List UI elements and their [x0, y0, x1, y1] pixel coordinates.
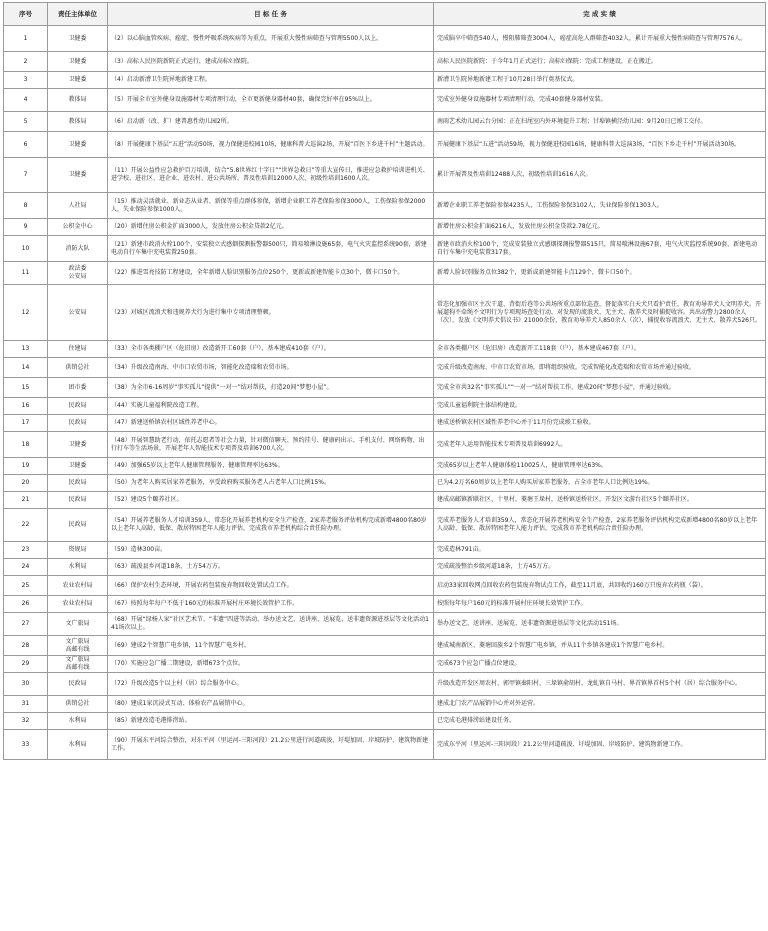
table-row — [4, 415, 766, 432]
responsible-unit: 公安局 — [48, 285, 108, 341]
target-task: （72）升级改造5个以上村（居）综合服务中心。 — [108, 673, 434, 696]
target-task: （70）实施应急广播二期建设，新增673个点位。 — [108, 656, 434, 673]
responsible-unit: 卫健委 — [48, 432, 108, 458]
completion-result: 常态化加强市区主次干道、背街后巷等公共场所重点部位巡查，督促落实白天犬只看护责任，教育劝导养犬人文明养犬。开展遛狗不牵绳不文明行为专项现场查处行动，对发现的流浪犬、无主犬、散养犬及时捕捉收容。共出动警力2800余人（次），发放《文明养犬倡议书》21000余份，教育劝导养犬人850余人（次），捕捉收容流浪犬、无主犬、散养犬526只。 — [434, 285, 766, 341]
responsible-unit: 民政局 — [48, 398, 108, 415]
table-header-row — [4, 3, 766, 26]
table-row — [4, 576, 766, 596]
completion-result: 升级改造开发区周农村、郭甲镇秦阳村、三垛镇俞胡村、龙虬镇自马村、界首镇界首村5个村（居）综合服务中心。 — [434, 673, 766, 696]
table-row — [4, 26, 766, 52]
target-task: （50）为老年人购买居家养老服务，享受政府购买服务老人占老年人口比例15%。 — [108, 475, 434, 492]
responsible-unit: 卫健委 — [48, 72, 108, 89]
table-row — [4, 132, 766, 158]
responsible-unit: 人社局 — [48, 193, 108, 219]
row-number: 27 — [4, 613, 48, 636]
row-number: 24 — [4, 559, 48, 576]
task-table-sheet — [3, 2, 765, 928]
target-task: （80）建成1家沉浸式互动、体验农产品展销中心。 — [108, 696, 434, 713]
table-row — [4, 262, 766, 285]
table-row — [4, 713, 766, 730]
target-task: （6）启动新（改、扩）建普惠性幼儿园2所。 — [108, 112, 434, 132]
completion-result: 已为4.2万名60周岁以上老年人购买居家养老服务，占全市老年人口比例达19%。 — [434, 475, 766, 492]
completion-result: 累计开展普及性培训12488人次，初级性培训1616人次。 — [434, 158, 766, 193]
responsible-unit: 卫健委 — [48, 132, 108, 158]
completion-result: 新增企业职工养老保险参保4235人，工伤保险参保3102人，失业保险参保1303人。 — [434, 193, 766, 219]
completion-result: 建成北门农产品展销中心并对外运营。 — [434, 696, 766, 713]
target-task: （38）为全市6-16周岁“事实孤儿”提供“一对一”结对帮扶，打造20间“梦想小屋”。 — [108, 378, 434, 398]
completion-result: 启动33家回收网点回收农药包装废弃物试点工作，截至11月底，共回收约160万只废弃农药瓶（袋）。 — [434, 576, 766, 596]
completion-result: 全市各类棚户区（危旧房）改造新开工118套（户），基本建成467套（户）。 — [434, 341, 766, 358]
target-task: （21）新建市政消火栓100个，安装独立式感烟探测报警器500只，简易喷淋设施65套，电气火灾监控系统90套，新建电动自行车集中充电装置250套。 — [108, 236, 434, 262]
row-number: 15 — [4, 378, 48, 398]
responsible-unit: 卫健委 — [48, 158, 108, 193]
target-task: （68）开展“绿杨人家”社区艺术节、“非遗”四进等活动，举办送文艺、送讲座、送展览、送非遗资源进基层等文化活动141场次以上。 — [108, 613, 434, 636]
row-number: 26 — [4, 596, 48, 613]
row-number: 32 — [4, 713, 48, 730]
completion-result: 完成室外健身设施器材专项清理行动，完成40套健身器材安装。 — [434, 89, 766, 112]
row-number: 29 — [4, 656, 48, 673]
completion-result: 高标人民医院新院：于今年1月正式运行；高标妇保院：完成工程建设，正在搬迁。 — [434, 52, 766, 72]
target-task: （33）全市各类棚户区（危旧房）改造新开工60套（户），基本建成410套（户）。 — [108, 341, 434, 358]
table-row — [4, 378, 766, 398]
completion-result: 南雨艺术幼儿园云台分园：正在扫尾室内外环境提升工程；甘埠镇横泾幼儿园：9月20日已竣工交付。 — [434, 112, 766, 132]
row-number: 18 — [4, 432, 48, 458]
row-number: 2 — [4, 52, 48, 72]
table-row — [4, 458, 766, 475]
table-row — [4, 285, 766, 341]
completion-result: 完成全市共32名“事实孤儿”“一对一”结对帮扶工作，建成20间“梦想小屋”，并通过验收。 — [434, 378, 766, 398]
responsible-unit: 水利局 — [48, 730, 108, 760]
table-row — [4, 52, 766, 72]
target-task: （47）新建送桥镇农村区域性养老中心。 — [108, 415, 434, 432]
completion-result: 完成养老服务人才培训359人，常态化开展养老机构安全生产检查，2家养老服务评估机构完成新增4800名80岁以上老年人高龄、低保、散居特困老年人能力评估，完成我市养老机构综合责任险办理。 — [434, 509, 766, 542]
target-task: （5）开展全市室外健身设施器材专项清理行动，全市更新健身器材40套，确保完好率在95%以上。 — [108, 89, 434, 112]
target-task: （4）启动新漕卫生院异地新建工程。 — [108, 72, 434, 89]
row-number: 30 — [4, 673, 48, 696]
target-task: （85）新建改造毛港排涝站。 — [108, 713, 434, 730]
table-row — [4, 398, 766, 415]
responsible-unit: 民政局 — [48, 475, 108, 492]
table-row — [4, 193, 766, 219]
responsible-unit: 民政局 — [48, 492, 108, 509]
responsible-unit: 卫健委 — [48, 26, 108, 52]
row-number: 6 — [4, 132, 48, 158]
row-number: 5 — [4, 112, 48, 132]
table-row — [4, 542, 766, 559]
row-number: 17 — [4, 415, 48, 432]
target-task: （48）开展智慧助老行动，依托志愿者等社会力量，针对微信聊天、预约挂号、健康码出示、手机支付、网络购物、出行打车等生活场景，开展老年人智能技术专项普及培训6700人次。 — [108, 432, 434, 458]
row-number: 12 — [4, 285, 48, 341]
completion-result: 建成高邮镇新联社区、十里村，菱塘王垛村，送桥镇送桥社区，开发区文游台社区5个颐养社区。 — [434, 492, 766, 509]
responsible-unit: 教体局 — [48, 112, 108, 132]
table-row — [4, 673, 766, 696]
table-row — [4, 112, 766, 132]
table-row — [4, 432, 766, 458]
table-row — [4, 358, 766, 378]
completion-result: 完成673个应急广播点位建设。 — [434, 656, 766, 673]
completion-result: 建成城南新区、菱塘回族乡2个智慧广电乡镇，并从11个乡镇各建成1个智慧广电乡村。 — [434, 636, 766, 656]
target-task: （44）实施儿童福利院改造工程。 — [108, 398, 434, 415]
responsible-unit: 资规局 — [48, 542, 108, 559]
responsible-unit: 民政局 — [48, 673, 108, 696]
target-task: （8）开展健康下基层“五进”活动50场，视力保健进校园10场，健康科普大巡演2场，开展“百医下乡进千村”主题活动。 — [108, 132, 434, 158]
row-number: 21 — [4, 492, 48, 509]
header-result: 完 成 实 绩 — [434, 3, 766, 26]
responsible-unit: 文广旅局 高邮有线 — [48, 656, 108, 673]
table-body — [4, 26, 766, 760]
row-number: 23 — [4, 542, 48, 559]
responsible-unit: 农业农村局 — [48, 576, 108, 596]
responsible-unit: 卫健委 — [48, 458, 108, 475]
completion-result: 完成65岁以上老年人健康体检110025人，健康管理率达63%。 — [434, 458, 766, 475]
completion-result: 完成脑卒中筛查540人，慢阻肺筛查3004人，癌症高危人群筛查4032人，累计开展重大慢性病筛查与管理7576人。 — [434, 26, 766, 52]
header-unit: 责任主体单位 — [48, 3, 108, 26]
completion-result: 已完成毛港排涝站建设任务。 — [434, 713, 766, 730]
row-number: 22 — [4, 509, 48, 542]
responsible-unit: 文广旅局 高邮有线 — [48, 636, 108, 656]
responsible-unit: 消防大队 — [48, 236, 108, 262]
table-row — [4, 158, 766, 193]
table-row — [4, 656, 766, 673]
responsible-unit: 政法委 公安局 — [48, 262, 108, 285]
completion-result: 新增住房公积金扩面6216人，发放住房公积金贷款2.78亿元。 — [434, 219, 766, 236]
row-number: 9 — [4, 219, 48, 236]
responsible-unit: 民政局 — [48, 415, 108, 432]
target-task: （69）建成2个智慧广电乡镇，11个智慧广电乡村。 — [108, 636, 434, 656]
completion-result: 建成送桥镇农村区域性养老中心并于11月份完成竣工验收。 — [434, 415, 766, 432]
row-number: 4 — [4, 89, 48, 112]
responsible-unit: 团市委 — [48, 378, 108, 398]
target-task: （67）按照每年每户不低于160元的标准开展村庄环境长效管护工作。 — [108, 596, 434, 613]
target-task: （63）疏浚县乡河道18条，土方54万方。 — [108, 559, 434, 576]
row-number: 25 — [4, 576, 48, 596]
target-task: （22）推进雪亮技防工程建设，全年新增人脸识别服务点位250个，更新或新建智能卡点30个，微卡口50个。 — [108, 262, 434, 285]
table-row — [4, 696, 766, 713]
row-number: 11 — [4, 262, 48, 285]
row-number: 3 — [4, 72, 48, 89]
target-task: （3）高标人民医院新院正式运行，建成高标妇保院。 — [108, 52, 434, 72]
responsible-unit: 公积金中心 — [48, 219, 108, 236]
responsible-unit: 水利局 — [48, 559, 108, 576]
task-table — [3, 2, 766, 760]
table-row — [4, 613, 766, 636]
completion-result: 新增人脸识别服务点位382个，更新或新建智能卡点129个，微卡口50个。 — [434, 262, 766, 285]
target-task: （20）新增住房公积金扩面3000人，发放住房公积金贷款2亿元。 — [108, 219, 434, 236]
responsible-unit: 卫健委 — [48, 52, 108, 72]
responsible-unit: 教体局 — [48, 89, 108, 112]
table-row — [4, 559, 766, 576]
target-task: （54）开展养老服务人才培训359人，常态化开展养老机构安全生产检查，2家养老服务评估机构完成新增4800名80岁以上老年人高龄、低保、散居特困老年人能力评估，完成我市养老机构综合责任险办理。 — [108, 509, 434, 542]
target-task: （2）以心脑血管疾病、癌症、慢性呼吸系统疾病等为重点，开展重大慢性病筛查与管理5500人以上。 — [108, 26, 434, 52]
table-row — [4, 596, 766, 613]
table-row — [4, 475, 766, 492]
row-number: 20 — [4, 475, 48, 492]
row-number: 16 — [4, 398, 48, 415]
completion-result: 完成升级改造南海、中市口农贸市场，即将组织验收，完成智能化改造瑞和农贸市场并通过验收。 — [434, 358, 766, 378]
table-row — [4, 636, 766, 656]
responsible-unit: 水利局 — [48, 713, 108, 730]
completion-result: 开展健康下基层“五进”活动59场，视力保健进校园16场，健康科普大巡演3场，“百医下乡走千村”开展活动30场。 — [434, 132, 766, 158]
header-no: 序号 — [4, 3, 48, 26]
target-task: （66）保护农村生态环境，开展农药包装废弃物回收处置试点工作。 — [108, 576, 434, 596]
responsible-unit: 供销总社 — [48, 696, 108, 713]
completion-result: 新建市政消火栓100个，完成安装独立式感烟探测报警器515只，简易喷淋设施67套，电气火灾监控系统90套，新建电动自行车集中充电装置317套。 — [434, 236, 766, 262]
target-task: （52）建设5个颐养社区。 — [108, 492, 434, 509]
row-number: 10 — [4, 236, 48, 262]
completion-result: 完成老年人运用智能技术专项普及培训6992人。 — [434, 432, 766, 458]
row-number: 31 — [4, 696, 48, 713]
table-row — [4, 341, 766, 358]
row-number: 14 — [4, 358, 48, 378]
completion-result: 举办送文艺、送讲座、送展览、送非遗资源进基层等文化活动151场。 — [434, 613, 766, 636]
row-number: 13 — [4, 341, 48, 358]
target-task: （59）造林300亩。 — [108, 542, 434, 559]
table-row — [4, 72, 766, 89]
target-task: （23）对城区流浪犬和违规养犬行为进行集中专项清理整顿。 — [108, 285, 434, 341]
table-row — [4, 219, 766, 236]
target-task: （11）开展公益性应急救护百万培训，结合“5.8世界红十字日”“世界急救日”等重大宣传日，推进应急救护培训进机关、进学校、进社区、进企业、进农村、进公共场所，普及性培训12000人次，初级性培训1600人次。 — [108, 158, 434, 193]
table-row — [4, 492, 766, 509]
row-number: 7 — [4, 158, 48, 193]
responsible-unit: 农业农村局 — [48, 596, 108, 613]
completion-result: 完成造林791亩。 — [434, 542, 766, 559]
completion-result: 完成东平河（里运河-三阳河段）21.2公里河道疏浚、圩堤加固、岸坡防护、建筑物新建工作。 — [434, 730, 766, 760]
responsible-unit: 文广旅局 — [48, 613, 108, 636]
completion-result: 完成儿童福利院主体结构建设。 — [434, 398, 766, 415]
target-task: （34）升级改造南海、中市口农贸市场，智能化改造瑞和农贸市场。 — [108, 358, 434, 378]
row-number: 33 — [4, 730, 48, 760]
row-number: 28 — [4, 636, 48, 656]
table-row — [4, 730, 766, 760]
table-row — [4, 509, 766, 542]
completion-result: 完成疏浚整治乡级河道18条，土方45万方。 — [434, 559, 766, 576]
row-number: 8 — [4, 193, 48, 219]
header-task: 目 标 任 务 — [108, 3, 434, 26]
responsible-unit: 供销总社 — [48, 358, 108, 378]
row-number: 19 — [4, 458, 48, 475]
target-task: （15）推动灵活就业、新业态从业者、新保等重点群体参保，新增企业职工养老保险参保3000人，工伤保险参保2000人，失业保险参保1000人。 — [108, 193, 434, 219]
completion-result: 按照每年每户160元的标准开展村庄环境长效管护工作。 — [434, 596, 766, 613]
responsible-unit: 民政局 — [48, 509, 108, 542]
row-number: 1 — [4, 26, 48, 52]
completion-result: 新漕卫生院异地新建工程于10月28日举行奠基仪式。 — [434, 72, 766, 89]
table-row — [4, 89, 766, 112]
responsible-unit: 住建局 — [48, 341, 108, 358]
table-row — [4, 236, 766, 262]
target-task: （49）加强65岁以上老年人健康管理服务，健康管理率达63%。 — [108, 458, 434, 475]
target-task: （90）开展东平河综合整治，对东平河（里运河-三阳河段）21.2公里进行河道疏浚、圩堤加固、岸坡防护、建筑物新建工作。 — [108, 730, 434, 760]
